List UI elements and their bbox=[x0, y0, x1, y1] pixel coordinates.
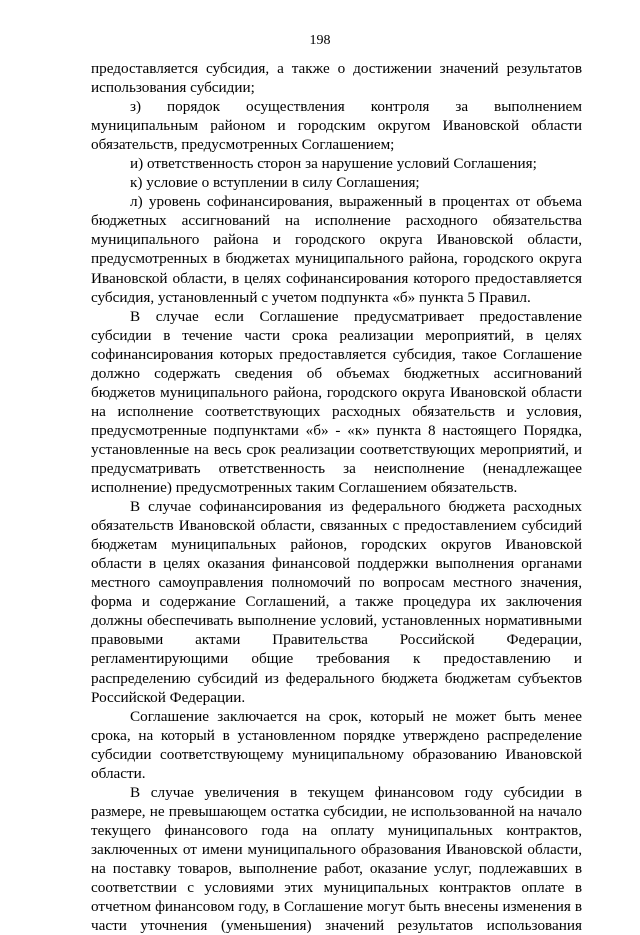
paragraph: В случае софинансирования из федерального бюджета расходных обязательств Ивановской области, связанных с предоставлением субсидий бюджетам муниципальных районов, городских округов Ивановской области в целях оказания финансовой поддержки выполнения органами местного самоуправления полномочий по вопросам местного значения, форма и содержание Соглашений, а также процедура их заключения должны обеспечивать выполнение условий, установленных нормативными правовыми актами Правительства Российской Федерации, регламентирующими общие требования к предоставлению и распределению субсидий из федерального бюджета бюджетам субъектов Российской Федерации. bbox=[91, 498, 582, 706]
paragraph: к) условие о вступлении в силу Соглашения; bbox=[130, 174, 420, 192]
paragraph: предоставляется субсидия, а также о достижении значений результатов использования субсидии; bbox=[91, 60, 582, 97]
paragraph: л) уровень софинансирования, выраженный в процентах от объема бюджетных ассигнований на исполнение расходного обязательства муниципального района и городского округа Ивановской области, предусмотренных в бюджетах муниципального района, городского округа Ивановской области, в целях софинансирования которого предоставляется субсидия, установленный с учетом подпункта «б» пункта 5 Правил. bbox=[91, 193, 582, 306]
document-body bbox=[91, 59, 582, 935]
paragraph: з) порядок осуществления контроля за выполнением муниципальным районом и городским округом Ивановской области обязательств, предусмотренных Соглашением; bbox=[91, 98, 582, 154]
paragraph: и) ответственность сторон за нарушение условий Соглашения; bbox=[130, 155, 537, 173]
paragraph: В случае если Соглашение предусматривает предоставление субсидии в течение части срока реализации мероприятий, в целях софинансирования которых предоставляется субсидия, такое Соглашение должно содержать сведения об объемах бюджетных ассигнований бюджетов муниципального района, городского округа Ивановской области на исполнение соответствующих расходных обязательств и условия, предусмотренные подпунктами «б» - «к» пункта 8 настоящего Порядка, установленные на весь срок реализации соответствующих мероприятий, и предусматривать ответственность за неисполнение (ненадлежащее исполнение) предусмотренных таким Соглашением обязательств. bbox=[91, 307, 582, 497]
page-number: 198 bbox=[309, 33, 331, 48]
paragraph: В случае увеличения в текущем финансовом году субсидии в размере, не превышающем остатка субсидии, не использованной на начало текущего финансового года на оплату муниципальных контрактов, заключенных от имени муниципального образования Ивановской области, на поставку товаров, выполнение работ, оказание услуг, подлежавших в соответствии с условиями этих муниципальных контрактов оплате в отчетном финансовом году, в Соглашение могут быть внесены изменения в части уточнения (уменьшения) значений результатов использования bbox=[91, 783, 582, 935]
paragraph: Соглашение заключается на срок, который не может быть менее срока, на который в установленном порядке утверждено распределение субсидии соответствующему муниципальному образованию Ивановской области. bbox=[91, 707, 582, 782]
